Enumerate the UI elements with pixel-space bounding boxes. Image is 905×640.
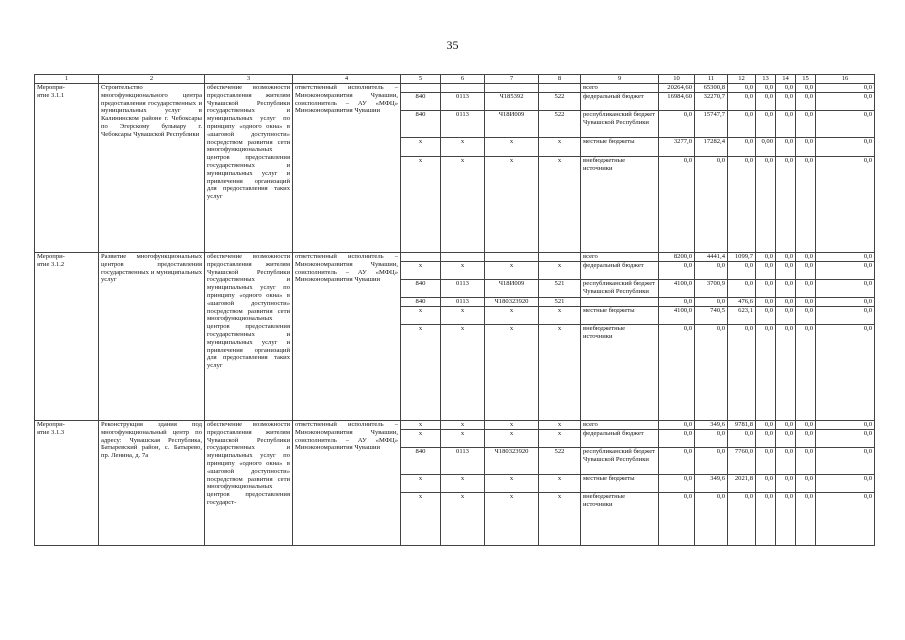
amount-cell: 0,0: [816, 448, 875, 475]
column-number: 1: [35, 75, 99, 84]
funding-source-cell: всего: [581, 253, 659, 262]
code-cell: 840: [401, 93, 441, 111]
amount-cell: 0,0: [728, 325, 756, 421]
amount-cell: 0,00: [756, 138, 776, 157]
amount-cell: 0,0: [728, 430, 756, 448]
code-cell: х: [539, 475, 581, 493]
amount-cell: 0,0: [776, 157, 796, 253]
code-cell: х: [485, 325, 539, 421]
amount-cell: 0,0: [776, 298, 796, 307]
code-cell: х: [485, 307, 539, 325]
amount-cell: 0,0: [796, 253, 816, 262]
code-cell: х: [441, 138, 485, 157]
amount-cell: 740,5: [695, 307, 728, 325]
amount-cell: 0,0: [776, 325, 796, 421]
measure-cell: Меропри- ятие 3.1.2: [35, 253, 99, 421]
code-cell: Ч18И009: [485, 280, 539, 298]
amount-cell: 0,0: [695, 325, 728, 421]
executor-cell: ответственный исполнитель – Минэкономразвития Чувашии, соисполнитель – АУ «МФЦ» Минэкономразвития Чувашии: [293, 253, 401, 421]
amount-cell: 623,1: [728, 307, 756, 325]
amount-cell: 0,0: [816, 138, 875, 157]
code-cell: 0113: [441, 448, 485, 475]
amount-cell: 15747,7: [695, 111, 728, 138]
amount-cell: 3700,9: [695, 280, 728, 298]
code-cell: х: [401, 325, 441, 421]
amount-cell: 16984,60: [659, 93, 695, 111]
code-cell: х: [401, 157, 441, 253]
column-number: 14: [776, 75, 796, 84]
code-cell: х: [441, 307, 485, 325]
code-cell: 522: [539, 448, 581, 475]
amount-cell: 0,0: [816, 325, 875, 421]
amount-cell: 0,0: [796, 325, 816, 421]
column-number: 7: [485, 75, 539, 84]
code-cell: х: [539, 157, 581, 253]
amount-cell: 1099,7: [728, 253, 756, 262]
amount-cell: 0,0: [695, 493, 728, 546]
amount-cell: 0,0: [776, 111, 796, 138]
amount-cell: 0,0: [728, 280, 756, 298]
code-cell: х: [485, 138, 539, 157]
amount-cell: 0,0: [816, 111, 875, 138]
column-number: 2: [99, 75, 205, 84]
amount-cell: 0,0: [816, 307, 875, 325]
amount-cell: 0,0: [728, 93, 756, 111]
amount-cell: 0,0: [776, 93, 796, 111]
code-cell: Ч185392: [485, 93, 539, 111]
code-cell: х: [441, 262, 485, 280]
amount-cell: 0,0: [728, 138, 756, 157]
measure-name-cell: Развитие многофункциональных центров предоставления государственных и муниципальных услуг: [99, 253, 205, 421]
amount-cell: 0,0: [796, 84, 816, 93]
amount-cell: 0,0: [796, 262, 816, 280]
code-cell: х: [539, 307, 581, 325]
column-number: 6: [441, 75, 485, 84]
amount-cell: 0,0: [816, 475, 875, 493]
goal-cell: обеспечение возможности предоставления жителям Чувашской Республики государственных и муниципальных услуг по принципу «одного окна» в «шаговой доступности» посредством развития сети многофункциональных центров предоставления государственных и муниципальных услуг и привлечения организаций для предоставления таких услуг: [205, 84, 293, 253]
column-number: 5: [401, 75, 441, 84]
amount-cell: 0,0: [659, 430, 695, 448]
executor-cell: ответственный исполнитель – Минэкономразвития Чувашии, соисполнитель – АУ «МФЦ» Минэкономразвития Чувашии: [293, 421, 401, 546]
code-cell: х: [485, 430, 539, 448]
code-cell: 840: [401, 280, 441, 298]
amount-cell: 17282,4: [695, 138, 728, 157]
amount-cell: 0,0: [776, 430, 796, 448]
measure-cell: Меропри- ятие 3.1.3: [35, 421, 99, 546]
amount-cell: 0,0: [756, 157, 776, 253]
amount-cell: 0,0: [776, 253, 796, 262]
amount-cell: 0,0: [728, 493, 756, 546]
code-cell: х: [539, 430, 581, 448]
code-cell: х: [441, 421, 485, 430]
code-cell: х: [441, 325, 485, 421]
code-cell: Ч180323920: [485, 448, 539, 475]
funding-source-cell: внебюджетные источники: [581, 325, 659, 421]
amount-cell: 4100,0: [659, 280, 695, 298]
code-cell: 0113: [441, 280, 485, 298]
code-cell: х: [485, 421, 539, 430]
amount-cell: 0,0: [816, 430, 875, 448]
code-cell: х: [485, 475, 539, 493]
amount-cell: 0,0: [659, 448, 695, 475]
code-cell: х: [539, 421, 581, 430]
amount-cell: 0,0: [816, 262, 875, 280]
code-cell: 840: [401, 298, 441, 307]
code-cell: 0113: [441, 93, 485, 111]
amount-cell: 0,0: [756, 475, 776, 493]
amount-cell: 0,0: [695, 298, 728, 307]
amount-cell: 32270,7: [695, 93, 728, 111]
amount-cell: 0,0: [796, 157, 816, 253]
column-number: 15: [796, 75, 816, 84]
funding-source-cell: местные бюджеты: [581, 307, 659, 325]
amount-cell: 0,0: [728, 157, 756, 253]
amount-cell: 4100,0: [659, 307, 695, 325]
amount-cell: 0,0: [756, 262, 776, 280]
amount-cell: 0,0: [756, 111, 776, 138]
funding-source-cell: [581, 298, 659, 307]
amount-cell: 0,0: [796, 93, 816, 111]
code-cell: х: [539, 138, 581, 157]
funding-source-cell: внебюджетные источники: [581, 157, 659, 253]
amount-cell: 0,0: [728, 84, 756, 93]
amount-cell: 0,0: [816, 493, 875, 546]
code-cell: 521: [539, 298, 581, 307]
amount-cell: 8200,0: [659, 253, 695, 262]
code-cell: 840: [401, 111, 441, 138]
amount-cell: 0,0: [756, 253, 776, 262]
code-cell: 522: [539, 111, 581, 138]
amount-cell: 9781,8: [728, 421, 756, 430]
code-cell: [441, 253, 485, 262]
code-cell: х: [441, 430, 485, 448]
amount-cell: 0,0: [756, 493, 776, 546]
code-cell: х: [441, 493, 485, 546]
column-number: 12: [728, 75, 756, 84]
code-cell: [485, 253, 539, 262]
amount-cell: 65300,8: [695, 84, 728, 93]
amount-cell: 476,6: [728, 298, 756, 307]
funding-source-cell: федеральный бюджет: [581, 93, 659, 111]
amount-cell: 0,0: [756, 448, 776, 475]
funding-source-cell: местные бюджеты: [581, 475, 659, 493]
amount-cell: 0,0: [776, 475, 796, 493]
amount-cell: 0,0: [728, 111, 756, 138]
amount-cell: 0,0: [659, 421, 695, 430]
funding-source-cell: всего: [581, 421, 659, 430]
amount-cell: 2021,8: [728, 475, 756, 493]
amount-cell: 0,0: [816, 253, 875, 262]
amount-cell: 349,6: [695, 421, 728, 430]
amount-cell: 0,0: [796, 475, 816, 493]
amount-cell: 3277,0: [659, 138, 695, 157]
code-cell: х: [539, 325, 581, 421]
funding-source-cell: всего: [581, 84, 659, 93]
code-cell: х: [485, 493, 539, 546]
code-cell: 521: [539, 280, 581, 298]
code-cell: х: [401, 262, 441, 280]
amount-cell: 0,0: [776, 493, 796, 546]
amount-cell: 0,0: [756, 93, 776, 111]
code-cell: х: [539, 262, 581, 280]
code-cell: 0113: [441, 111, 485, 138]
code-cell: Ч180323920: [485, 298, 539, 307]
amount-cell: 0,0: [776, 262, 796, 280]
code-cell: х: [401, 430, 441, 448]
amount-cell: 0,0: [816, 84, 875, 93]
amount-cell: 0,0: [816, 421, 875, 430]
column-number: 13: [756, 75, 776, 84]
amount-cell: 0,0: [695, 262, 728, 280]
amount-cell: 0,0: [796, 307, 816, 325]
code-cell: 522: [539, 93, 581, 111]
table-row: [35, 421, 875, 430]
amount-cell: 0,0: [659, 493, 695, 546]
amount-cell: 0,0: [776, 138, 796, 157]
table-row: [35, 84, 875, 93]
column-number: 4: [293, 75, 401, 84]
amount-cell: 0,0: [796, 298, 816, 307]
code-cell: х: [401, 421, 441, 430]
funding-source-cell: внебюджетные источники: [581, 493, 659, 546]
funding-source-cell: республиканский бюджет Чувашской Республики: [581, 111, 659, 138]
goal-cell: обеспечение возможности предоставления жителям Чувашской Республики государственных и муниципальных услуг по принципу «одного окна» в «шаговой доступности» посредством развития сети многофункциональных центров предоставления государст-: [205, 421, 293, 546]
column-number: 11: [695, 75, 728, 84]
code-cell: Ч18И009: [485, 111, 539, 138]
amount-cell: 4441,4: [695, 253, 728, 262]
column-number: 8: [539, 75, 581, 84]
code-cell: [401, 84, 441, 93]
amount-cell: 0,0: [776, 280, 796, 298]
amount-cell: 0,0: [695, 448, 728, 475]
measure-cell: Меропри- ятие 3.1.1: [35, 84, 99, 253]
amount-cell: 0,0: [756, 280, 776, 298]
code-cell: х: [401, 307, 441, 325]
column-number: 9: [581, 75, 659, 84]
amount-cell: 0,0: [796, 421, 816, 430]
amount-cell: 0,0: [796, 111, 816, 138]
code-cell: 840: [401, 448, 441, 475]
amount-cell: 0,0: [756, 325, 776, 421]
code-cell: [539, 84, 581, 93]
amount-cell: 0,0: [756, 307, 776, 325]
code-cell: 0113: [441, 298, 485, 307]
code-cell: х: [441, 475, 485, 493]
code-cell: х: [441, 157, 485, 253]
amount-cell: 0,0: [695, 157, 728, 253]
amount-cell: 0,0: [776, 84, 796, 93]
measure-name-cell: Строительство многофункционального центра предоставления государственных и муниципальных услуг в Калининском районе г. Чебоксары по Эгерскому бульвару г. Чебоксары Чувашской Республики: [99, 84, 205, 253]
budget-table: [34, 74, 875, 546]
amount-cell: 0,0: [756, 421, 776, 430]
column-number: 10: [659, 75, 695, 84]
amount-cell: 0,0: [659, 325, 695, 421]
amount-cell: 0,0: [796, 493, 816, 546]
amount-cell: 0,0: [776, 448, 796, 475]
funding-source-cell: местные бюджеты: [581, 138, 659, 157]
code-cell: х: [401, 475, 441, 493]
amount-cell: 0,0: [796, 430, 816, 448]
goal-cell: обеспечение возможности предоставления жителям Чувашской Республики государственных и муниципальных услуг по принципу «одного окна» в «шаговой доступности» посредством развития сети многофункциональных центров предоставления государственных и муниципальных услуг и привлечения организаций для предоставления таких услуг: [205, 253, 293, 421]
executor-cell: ответственный исполнитель – Минэкономразвития Чувашии, соисполнитель – АУ «МФЦ» Минэкономразвития Чувашии: [293, 84, 401, 253]
funding-source-cell: республиканский бюджет Чувашской Республики: [581, 280, 659, 298]
code-cell: х: [539, 493, 581, 546]
code-cell: х: [401, 493, 441, 546]
amount-cell: 0,0: [796, 448, 816, 475]
column-number: 16: [816, 75, 875, 84]
funding-source-cell: республиканский бюджет Чувашской Республики: [581, 448, 659, 475]
code-cell: [485, 84, 539, 93]
amount-cell: 0,0: [756, 430, 776, 448]
amount-cell: 0,0: [816, 93, 875, 111]
code-cell: х: [401, 138, 441, 157]
funding-source-cell: федеральный бюджет: [581, 262, 659, 280]
amount-cell: 0,0: [756, 84, 776, 93]
code-cell: х: [485, 262, 539, 280]
amount-cell: 0,0: [816, 298, 875, 307]
code-cell: [401, 253, 441, 262]
funding-source-cell: федеральный бюджет: [581, 430, 659, 448]
amount-cell: 0,0: [796, 138, 816, 157]
amount-cell: 0,0: [659, 111, 695, 138]
amount-cell: 0,0: [695, 430, 728, 448]
code-cell: [539, 253, 581, 262]
amount-cell: 349,6: [695, 475, 728, 493]
amount-cell: 0,0: [796, 280, 816, 298]
code-cell: х: [485, 157, 539, 253]
amount-cell: 0,0: [659, 157, 695, 253]
header-row: [35, 75, 875, 84]
amount-cell: 0,0: [728, 262, 756, 280]
measure-name-cell: Реконструкция здания под многофункциональный центр по адресу: Чувашская Республика, Батыревский район, с. Батырево, пр. Ленина, д. 7а: [99, 421, 205, 546]
amount-cell: 0,0: [816, 280, 875, 298]
page-number: 35: [446, 38, 459, 52]
table-row: [35, 253, 875, 262]
amount-cell: 0,0: [816, 157, 875, 253]
code-cell: [441, 84, 485, 93]
amount-cell: 0,0: [756, 298, 776, 307]
amount-cell: 0,0: [659, 262, 695, 280]
amount-cell: 0,0: [776, 421, 796, 430]
column-number: 3: [205, 75, 293, 84]
amount-cell: 0,0: [659, 298, 695, 307]
amount-cell: 0,0: [659, 475, 695, 493]
amount-cell: 0,0: [776, 307, 796, 325]
amount-cell: 7760,0: [728, 448, 756, 475]
amount-cell: 20264,60: [659, 84, 695, 93]
